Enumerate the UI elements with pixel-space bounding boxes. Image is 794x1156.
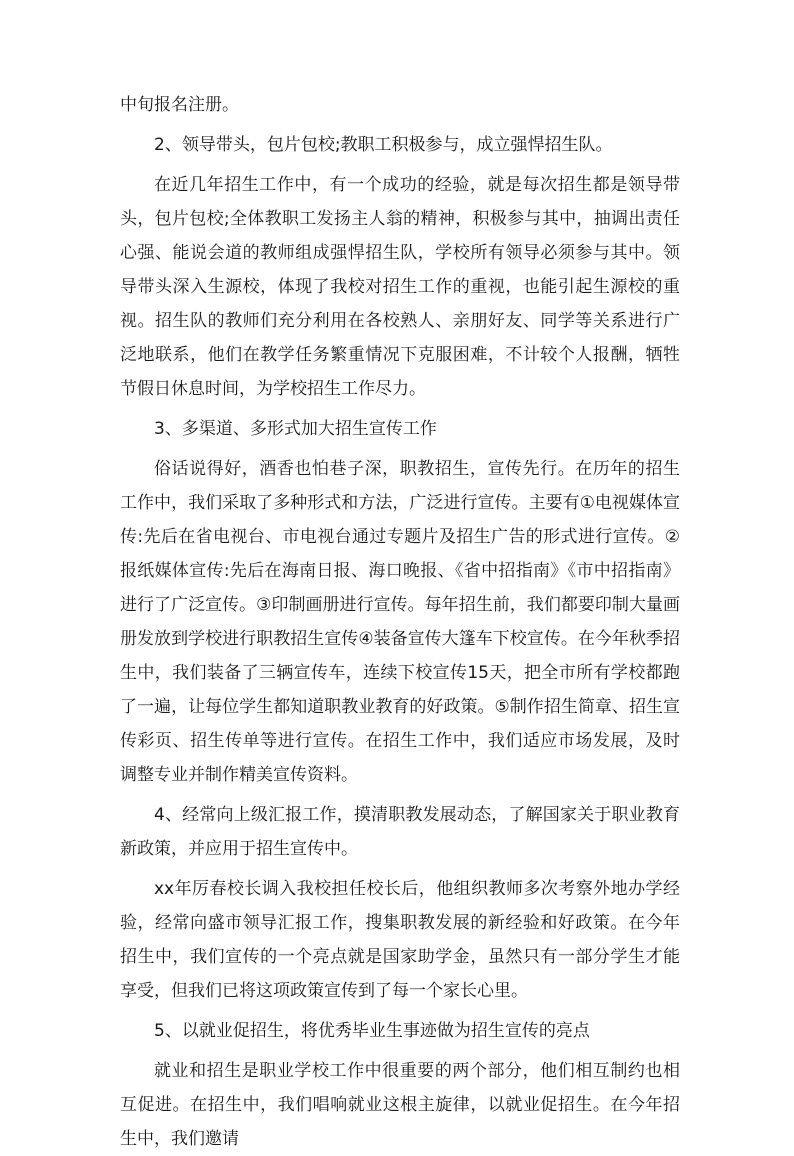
paragraph-employment: 就业和招生是职业学校工作中很重要的两个部分，他们相互制约也相互促进。在招生中，我们唱响就业这根主旋律，以就业促招生。在今年招生中，我们邀请 (120, 1061, 680, 1149)
paragraph-publicity: 俗话说得好，酒香也怕巷子深，职教招生，宣传先行。在历年的招生工作中，我们采取了多种形式和方法，广泛进行宣传。主要有①电视媒体宣传:先后在省电视台、市电视台通过专题片及招生广告的形式进行宣传。②报纸媒体宣传:先后在海南日报、海口晚报、《省中招指南》《市中招指南》进行了广泛宣传。③印制画册进行宣传。每年招生前，我们都要印制大量画册发放到学校进行职教招生宣传④装备宣传大篷车下校宣传。在今年秋季招生中，我们装备了三辆宣传车，连续下校宣传15天，把全市所有学校都跑了一遍，让每位学生都知道职教业教育的好政策。⑤制作招生简章、招生宣传彩页、招生传单等进行宣传。在招生工作中，我们适应市场发展，及时调整专业并制作精美宣传资料。 (120, 459, 680, 785)
section-heading-4: 4、经常向上级汇报工作，摸清职教发展动态，了解国家关于职业教育新政策，并应用于招生宣传中。 (120, 805, 680, 859)
paragraph-reporting: xx年厉春校长调入我校担任校长后，他组织教师多次考察外地办学经验，经常向盛市领导汇报工作，搜集职教发展的新经验和好政策。在今年招生中，我们宣传的一个亮点就是国家助学金，虽然只有一部分学生才能享受，但我们已将这项政策宣传到了每一个家长心里。 (120, 879, 680, 1001)
paragraph-continuation: 中旬报名注册。 (120, 95, 239, 115)
section-heading-2: 2、领导带头，包片包校;教职工积极参与，成立强悍招生队。 (154, 135, 613, 155)
paragraph-leadership: 在近几年招生工作中，有一个成功的经验，就是每次招生都是领导带头，包片包校;全体教职工发扬主人翁的精神，积极参与其中，抽调出责任心强、能说会道的教师组成强悍招生队，学校所有领导必须参与其中。领导带头深入生源校，体现了我校对招生工作的重视，也能引起生源校的重视。招生队的教师们充分利用在各校熟人、亲朋好友、同学等关系进行广泛地联系，他们在教学任务繁重情况下克服困难，不计较个人报酬，牺牲节假日休息时间，为学校招生工作尽力。 (120, 175, 680, 399)
document-body (120, 88, 680, 1156)
section-heading-3: 3、多渠道、多形式加大招生宣传工作 (154, 419, 437, 439)
section-heading-5: 5、以就业促招生，将优秀毕业生事迹做为招生宣传的亮点 (154, 1021, 590, 1041)
